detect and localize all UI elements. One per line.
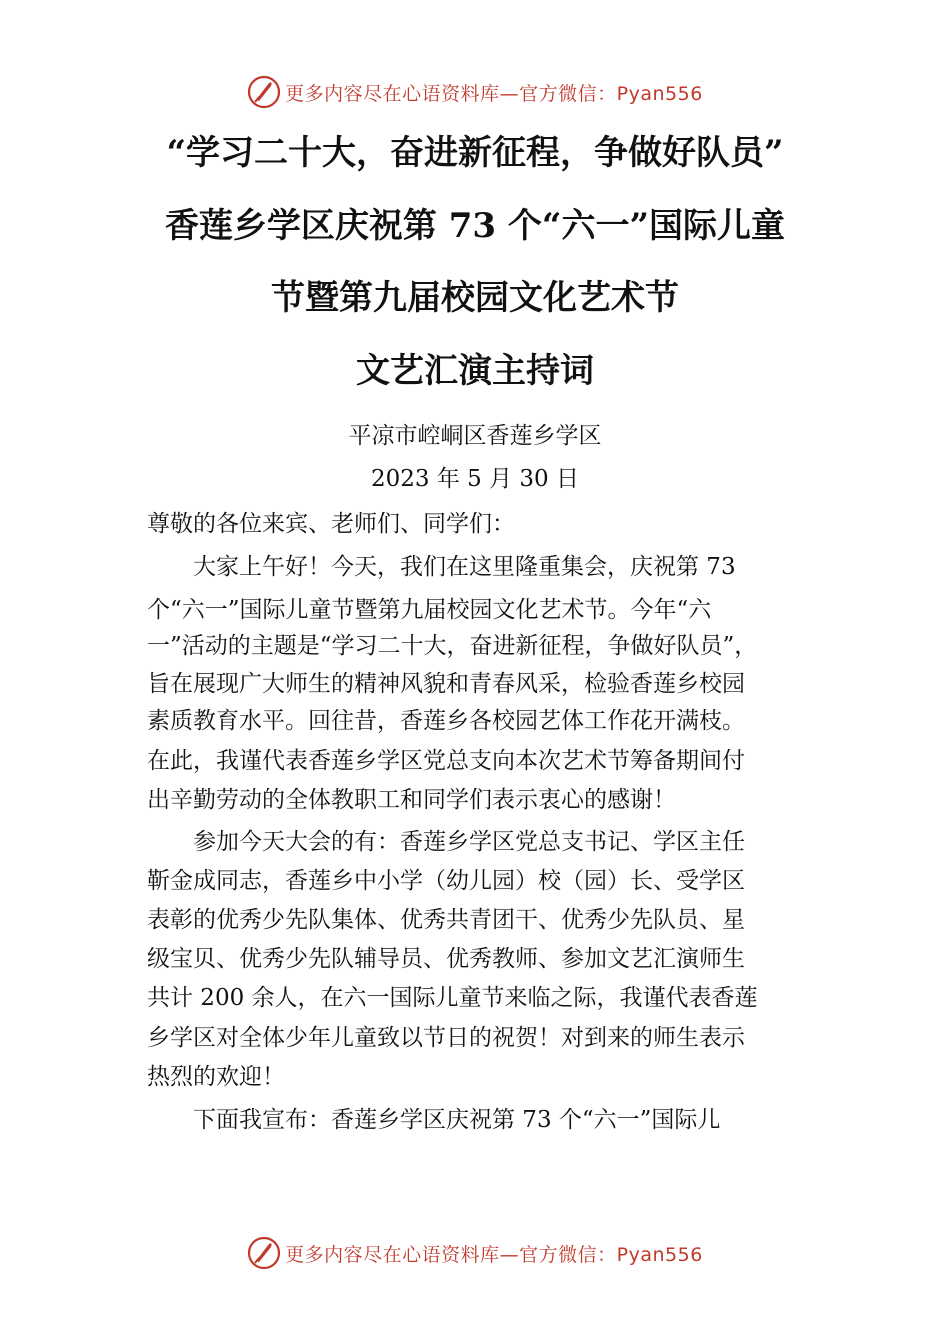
body-line: 尊敬的各位来宾、老师们、同学们： <box>147 511 515 537</box>
body-line: 大家上午好！今天，我们在这里隆重集会，庆祝第 73 <box>147 554 736 580</box>
body-line: 个“六一”国际儿童节暨第九届校园文化艺术节。今年“六 <box>147 597 712 623</box>
body-line: 出辛勤劳动的全体教职工和同学们表示衷心的感谢！ <box>147 787 676 813</box>
body-line: 在此，我谨代表香莲乡学区党总支向本次艺术节筹备期间付 <box>147 748 745 774</box>
byline-organization: 平凉市崆峒区香莲乡学区 <box>348 423 602 449</box>
body-line: 表彰的优秀少先队集体、优秀共青团干、优秀少先队员、星 <box>147 907 745 933</box>
footer-watermark-banner <box>0 1233 950 1273</box>
body-line: 一”活动的主题是“学习二十大，奋进新征程，争做好队员”， <box>147 633 758 659</box>
title-line-3: 节暨第九届校园文化艺术节 <box>271 278 679 318</box>
body-line: 下面我宣布：香莲乡学区庆祝第 73 个“六一”国际儿 <box>147 1107 721 1133</box>
body-line: 乡学区对全体少年儿童致以节日的祝贺！对到来的师生表示 <box>147 1025 745 1051</box>
title-line-1: “学习二十大，奋进新征程，争做好队员” <box>166 133 784 173</box>
body-line: 参加今天大会的有：香莲乡学区党总支书记、学区主任 <box>147 829 745 855</box>
byline-date: 2023 年 5 月 30 日 <box>371 466 579 492</box>
body-line: 共计 200 余人，在六一国际儿童节来临之际，我谨代表香莲 <box>147 985 758 1011</box>
body-line: 旨在展现广大师生的精神风貌和青春风采，检验香莲乡校园 <box>147 671 745 697</box>
body-line: 素质教育水平。回往昔，香莲乡各校园艺体工作花开满枝。 <box>147 708 745 734</box>
header-watermark-banner <box>0 72 950 112</box>
watermark-text: 更多内容尽在心语资料库—官方微信：Pyan556 <box>285 1243 703 1266</box>
watermark-text: 更多内容尽在心语资料库—官方微信：Pyan556 <box>285 82 703 105</box>
body-line: 级宝贝、优秀少先队辅导员、优秀教师、参加文艺汇演师生 <box>147 946 745 972</box>
title-line-2: 香莲乡学区庆祝第 73 个“六一”国际儿童 <box>164 206 786 246</box>
body-line: 热烈的欢迎！ <box>147 1064 285 1090</box>
body-line: 靳金成同志，香莲乡中小学（幼儿园）校（园）长、受学区 <box>147 868 745 894</box>
quill-pen-logo-icon <box>247 1236 281 1270</box>
quill-pen-logo-icon <box>247 75 281 109</box>
title-line-4: 文艺汇演主持词 <box>356 351 594 391</box>
